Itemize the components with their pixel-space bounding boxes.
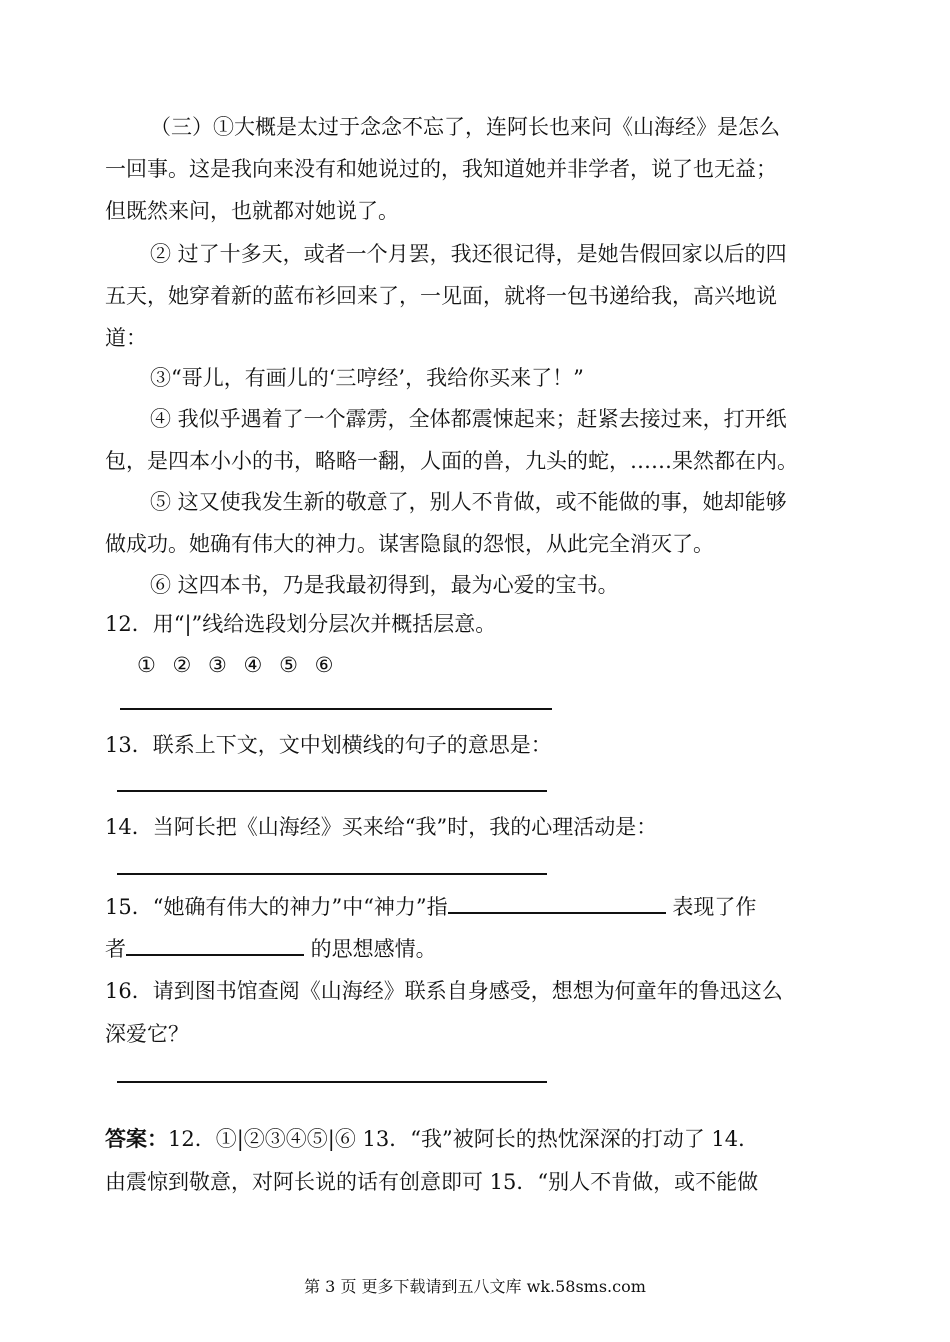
passage-p3: ③“哥儿，有画儿的‘三哼经’，我给你买来了！” <box>150 366 584 390</box>
question-13: 13．联系上下文，文中划横线的句子的意思是： <box>105 733 552 757</box>
question-15-text-a: 15．“她确有伟大的神力”中“神力”指 <box>105 895 448 919</box>
passage-p5-line2: 做成功。她确有伟大的神力。谋害隐鼠的怨恨，从此完全消灭了。 <box>105 532 714 556</box>
answer-line1 <box>105 1124 759 1154</box>
passage-p1-line1: （三）①大概是太过于念念不忘了，连阿长也来问《山海经》是怎么 <box>150 115 780 139</box>
passage-p1-line2: 一回事。这是我向来没有和她说过的，我知道她并非学者，说了也无益； <box>105 157 777 181</box>
question-12: 12．用“|”线给选段划分层次并概括层意。 <box>105 612 497 636</box>
question-15-line1 <box>105 892 756 922</box>
passage-p5-line1: ⑤ 这又使我发生新的敬意了，别人不肯做，或不能做的事，她却能够 <box>150 490 787 514</box>
answer-blank-14[interactable] <box>117 873 547 875</box>
answer-line2: 由震惊到敬意，对阿长说的话有创意即可 15．“别人不肯做，或不能做 <box>105 1170 759 1194</box>
option-4: ④ <box>243 653 263 677</box>
passage-p4-line2: 包，是四本小小的书，略略一翻，人面的兽，九头的蛇，……果然都在内。 <box>105 449 798 473</box>
question-14: 14．当阿长把《山海经》买来给“我”时，我的心理活动是： <box>105 815 658 839</box>
option-3: ③ <box>208 653 227 677</box>
passage-p1-line3: 但既然来问，也就都对她说了。 <box>105 199 399 223</box>
passage-p2-line2: 五天，她穿着新的蓝布衫回来了，一见面，就将一包书递给我，高兴地说 <box>105 284 777 308</box>
answer-blank-13[interactable] <box>117 790 547 792</box>
answer-blank-15a[interactable] <box>448 892 666 914</box>
question-15-text-c: 者 <box>105 937 126 961</box>
passage-p2-line3: 道： <box>105 326 147 350</box>
option-1: ① <box>137 653 156 677</box>
question-15-line2 <box>105 934 437 964</box>
passage-p4-line1: ④ 我似乎遇着了一个霹雳，全体都震悚起来；赶紧去接过来，打开纸 <box>150 407 787 431</box>
question-12-options <box>137 650 343 680</box>
question-15-text-b: 表现了作 <box>665 895 757 919</box>
answer-text-1: 12．①|②③④⑤|⑥ 13．“我”被阿长的热忱深深的打动了 14． <box>168 1127 760 1151</box>
option-5: ⑤ <box>279 653 298 677</box>
answer-label: 答案： <box>105 1126 168 1151</box>
question-15-text-d: 的思想感情。 <box>304 937 437 961</box>
question-16-line1: 16．请到图书馆查阅《山海经》联系自身感受，想想为何童年的鲁迅这么 <box>105 979 783 1003</box>
option-6: ⑥ <box>314 653 334 677</box>
answer-blank-16[interactable] <box>117 1081 547 1083</box>
page-footer: 第 3 页 更多下载请到五八文库 wk.58sms.com <box>304 1277 646 1296</box>
question-16-line2: 深爱它？ <box>105 1022 189 1046</box>
passage-p6: ⑥ 这四本书，乃是我最初得到，最为心爱的宝书。 <box>150 573 619 597</box>
answer-blank-15b[interactable] <box>126 934 304 956</box>
answer-blank-12[interactable] <box>120 708 552 710</box>
option-2: ② <box>172 653 192 677</box>
passage-p2-line1: ② 过了十多天，或者一个月罢，我还很记得，是她告假回家以后的四 <box>150 242 787 266</box>
